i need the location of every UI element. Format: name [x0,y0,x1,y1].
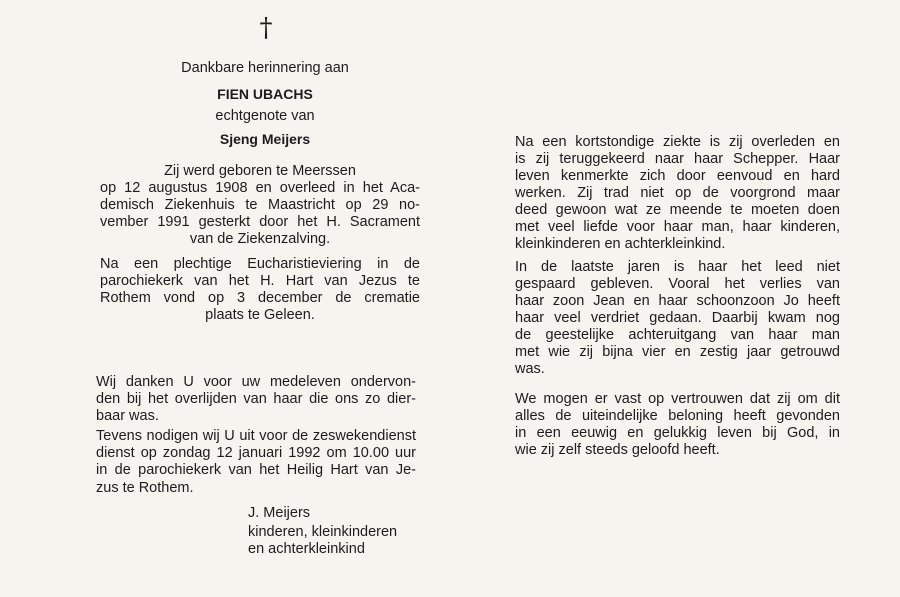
right-line: In de laatste jaren is haar het leed niet [515,259,840,275]
bio-line: Zij werd geboren te Meerssen [164,163,356,179]
thanks-line: zus te Rothem. [96,480,194,496]
right-line: werken. Zij trad niet op de voorgrond maar [515,185,840,201]
right-line: met wie zij bijna vier en zestig jaar getrouwd [515,344,840,360]
right-line: deed gewoon wat ze meende te moeten doen [515,202,840,218]
bio-line: vember 1991 gesterkt door het H. Sacrament [100,214,420,230]
thanks-line: Wij danken U voor uw medeleven ondervon- [96,374,416,390]
signature-line: J. Meijers [248,505,311,521]
spouse-name: Sjeng Meijers [219,131,311,147]
right-line: haar veel verdriet gedaan. Daarbij kwam nog [515,310,840,326]
right-line: We mogen er vast op vertrouwen dat zij om dit [515,391,840,407]
right-line: haar zoon Jean en haar schoonzoon Jo heeft [515,293,840,309]
right-line: de geestelijke achteruitgang van haar man [515,327,840,343]
right-line: wie zij zelf steeds geloofd heeft. [515,442,720,458]
right-line: leven kenmerkte zich door eenvoud en hard [515,168,840,184]
bio-line: demisch Ziekenhuis te Maastricht op 29 no- [100,197,420,213]
right-line: in een eeuwig en gelukkig leven bij God, in [515,425,840,441]
signature-line: en achterkleinkind [248,541,365,557]
bio-line: Rothem vond op 3 december de crematie [100,290,420,306]
thanks-line: den bij het overlijden van haar die ons zo dier- [96,391,416,407]
cross-icon: † [259,13,273,43]
right-line: was. [515,361,545,377]
bio-line: op 12 augustus 1908 en overleed in het Aca- [100,180,420,196]
thanks-line: baar was. [96,408,159,424]
signature-line: kinderen, kleinkinderen [248,524,398,540]
bio-line: Na een plechtige Eucharistieviering in de [100,256,420,272]
thanks-line: Tevens nodigen wij U uit voor de zeswekendienst [96,428,416,444]
right-line: gespaard gebleven. Vooral het verlies van [515,276,840,292]
spouse-intro: echtgenote van [215,108,315,124]
right-line: alles de uiteindelijke beloning heeft gevonden [515,408,840,424]
thanks-line: dienst op zondag 12 januari 1992 om 10.00 uur [96,445,416,461]
right-line: kleinkinderen en achterkleinkind. [515,236,726,252]
intro-text: Dankbare herinnering aan [181,60,349,76]
bio-line: parochiekerk van het H. Hart van Jezus te [100,273,420,289]
right-line: Na een kortstondige ziekte is zij overleden en [515,134,840,150]
bio-line: van de Ziekenzalving. [189,231,331,247]
bio-line: plaats te Geleen. [205,307,315,323]
right-line: met veel liefde voor haar man, haar kinderen, [515,219,840,235]
right-line: is zij teruggekeerd naar haar Schepper. Haar [515,151,840,167]
deceased-name: FIEN UBACHS [217,86,313,102]
thanks-line: in de parochiekerk van het Heilig Hart van Je- [96,462,416,478]
